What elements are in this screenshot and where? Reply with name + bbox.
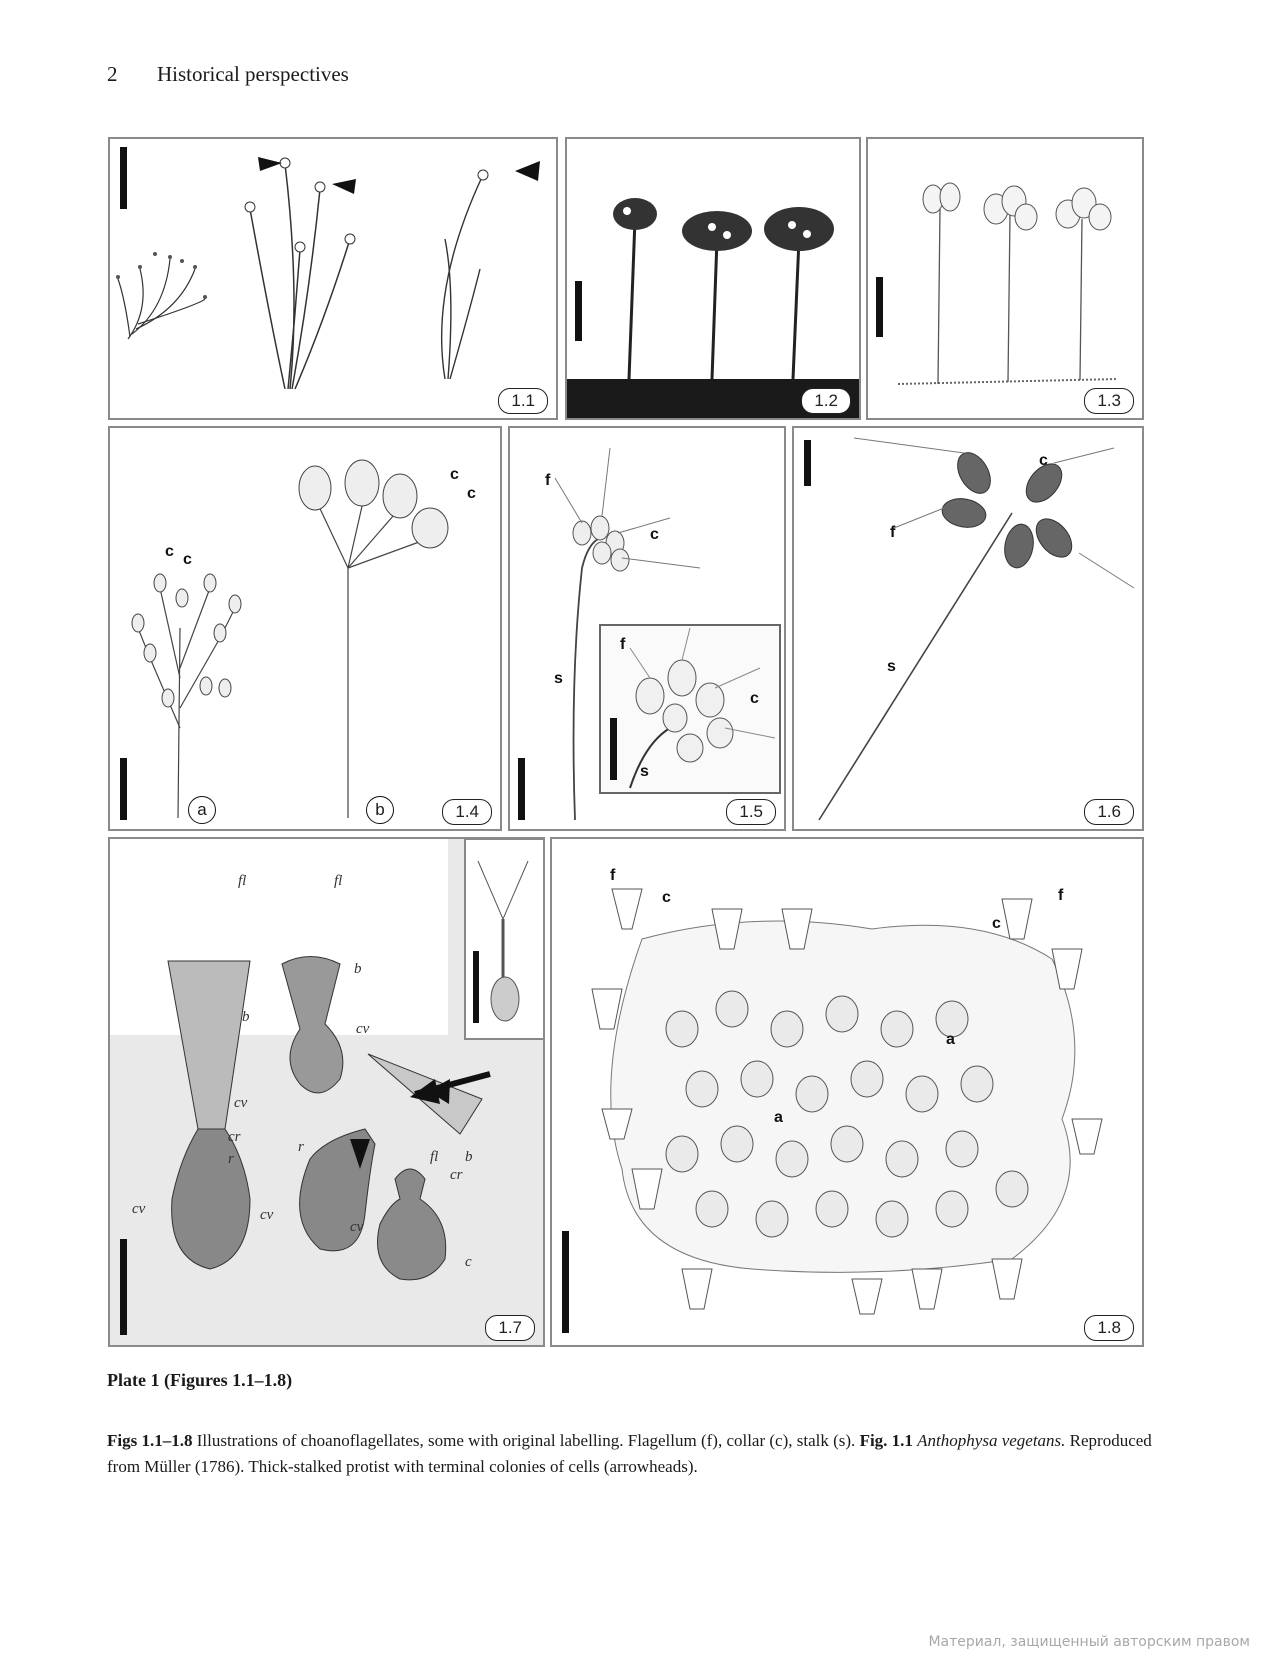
label-cr: cr [228, 1129, 241, 1145]
label-c: c [465, 1254, 472, 1270]
label-flagellum: f [545, 472, 551, 489]
figure-number-badge: 1.5 [726, 799, 776, 825]
copyright-watermark: Материал, защищенный авторским правом [928, 1634, 1250, 1650]
label-collar: c [662, 889, 671, 906]
panel-1-1 [108, 137, 558, 420]
label-flagellum: f [890, 524, 896, 541]
branched-colony-drawing [110, 428, 500, 829]
label-amoeboid-cell: a [774, 1109, 783, 1126]
running-head [107, 62, 349, 87]
radial-colony-drawing [794, 428, 1142, 829]
label-cr: cr [450, 1167, 463, 1183]
label-r: r [228, 1151, 234, 1167]
label-collar: c [1039, 452, 1048, 469]
label-b: b [465, 1149, 473, 1165]
label-fl: fl [238, 873, 247, 889]
label-flagellum-inset: f [620, 636, 626, 653]
figure-number-badge: 1.6 [1084, 799, 1134, 825]
figure-number-badge: 1.7 [485, 1315, 535, 1341]
label-cv: cv [234, 1095, 248, 1111]
label-collar: c [992, 915, 1001, 932]
figure-number-badge: 1.3 [1084, 388, 1134, 414]
caption-text-1: Illustrations of choanoflagellates, some with original labelling. Flagellum (f), collar (c), stalk (s). [192, 1431, 860, 1450]
stalked-colonies-drawing [868, 139, 1142, 418]
panel-1-4 [108, 426, 502, 831]
label-collar: c [467, 485, 476, 502]
figure-number-badge: 1.2 [801, 388, 851, 414]
colony-silhouette-drawing [567, 139, 859, 418]
label-fl: fl [430, 1149, 439, 1165]
panel-1-7 [108, 837, 545, 1347]
subfigure-a: a [188, 796, 216, 824]
label-stalk: s [887, 658, 896, 675]
panel-1-2 [565, 137, 861, 420]
label-b: b [242, 1009, 250, 1025]
label-collar: c [183, 551, 192, 568]
page-number: 2 [107, 62, 118, 86]
figure-caption [107, 1428, 1177, 1480]
label-collar: c [650, 526, 659, 543]
panel-1-3 [866, 137, 1144, 420]
label-fl: fl [334, 873, 343, 889]
caption-text-2: Reproduced from Müller (1786). Thick-stalked protist with terminal colonies of cells (arrowheads). [107, 1431, 1152, 1476]
caption-fig-1-1: Fig. 1.1 [859, 1431, 913, 1450]
figure-number-badge: 1.4 [442, 799, 492, 825]
subfigure-b: b [366, 796, 394, 824]
label-amoeboid-cell: a [946, 1031, 955, 1048]
caption-species: Anthophysa vegetans. [917, 1431, 1066, 1450]
label-collar: c [165, 543, 174, 560]
figure-number-badge: 1.8 [1084, 1315, 1134, 1341]
panel-1-6 [792, 426, 1144, 831]
panel-1-8 [550, 837, 1144, 1347]
label-collar: c [450, 466, 459, 483]
plate-title: Plate 1 (Figures 1.1–1.8) [107, 1370, 293, 1390]
sheet-colony-drawing [552, 839, 1142, 1345]
label-cv: cv [356, 1021, 370, 1037]
label-cv: cv [260, 1207, 274, 1223]
caption-figs: Figs 1.1–1.8 [107, 1431, 193, 1450]
label-collar-inset: c [750, 690, 759, 707]
stippled-choanoflagellates-drawing [110, 839, 543, 1345]
label-stalk-inset: s [640, 763, 649, 780]
label-flagellum: f [610, 867, 616, 884]
label-r: r [298, 1139, 304, 1155]
label-b: b [354, 961, 362, 977]
label-cv: cv [132, 1201, 146, 1217]
figure-number-badge: 1.1 [498, 388, 548, 414]
label-flagellum: f [1058, 887, 1064, 904]
running-head-title: Historical perspectives [157, 62, 349, 86]
anthophysa-drawing [110, 139, 556, 418]
label-stalk: s [554, 670, 563, 687]
panel-1-5 [508, 426, 786, 831]
label-cv: cv [350, 1219, 364, 1235]
